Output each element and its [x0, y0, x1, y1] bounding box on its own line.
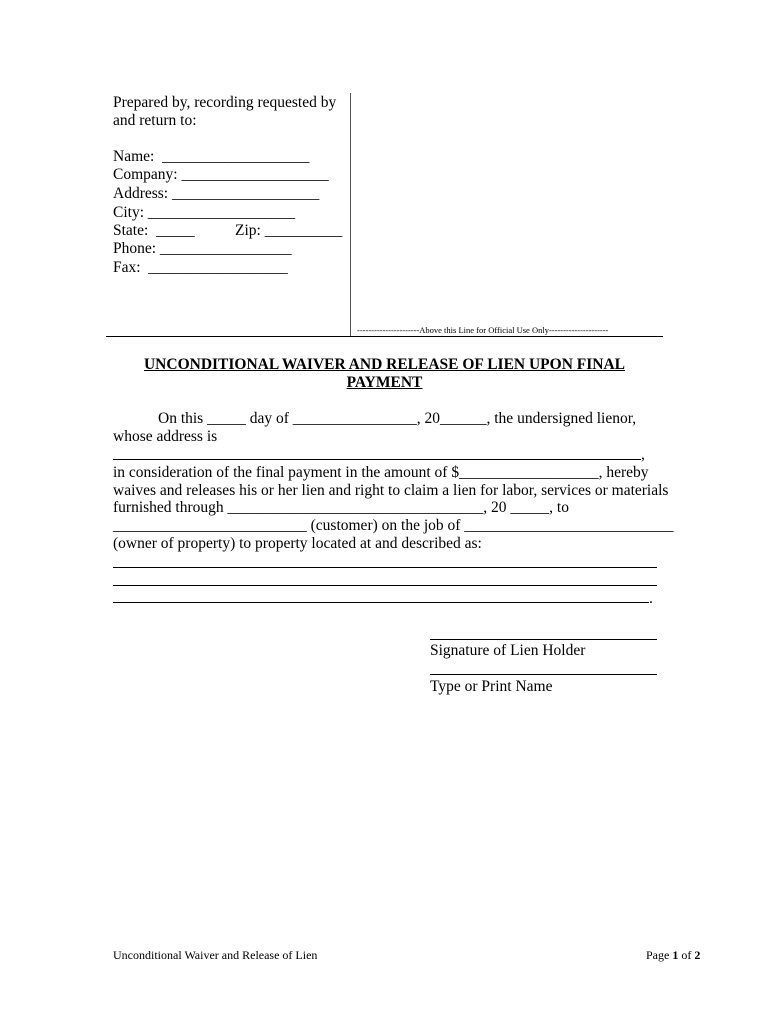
page-total: 2: [694, 948, 701, 962]
description-line-2: [113, 585, 657, 586]
body-line-7: _________________________ (customer) on the job of ___________________________: [113, 517, 674, 534]
name-field: Name: ___________________: [113, 148, 310, 165]
body-line-1: On this _____ day of ________________, 20______, the undersigned lienor,: [158, 410, 637, 427]
footer-document-title: Unconditional Waiver and Release of Lien: [113, 948, 318, 962]
address-line-comma: ,: [641, 446, 645, 463]
page-prefix: Page: [646, 948, 673, 962]
official-use-label: ----------------------Above this Line for Official Use Only---------------------: [357, 325, 609, 335]
body-line-6: furnished through _________________________________, 20 _____, to: [113, 499, 569, 516]
body-line-8: (owner of property) to property located at and described as:: [113, 535, 482, 552]
company-field: Company: ___________________: [113, 166, 329, 183]
city-field: City: ___________________: [113, 204, 296, 221]
state-field: State: _____: [113, 222, 195, 239]
body-line-5: waives and releases his or her lien and right to claim a lien for labor, services or materials: [113, 482, 669, 499]
address-blank-line: [113, 459, 641, 460]
description-end-period: .: [649, 590, 653, 607]
signature-line: [430, 639, 657, 640]
footer-page-number: [646, 948, 700, 962]
body-line-4: in consideration of the final payment in the amount of $__________________, hereby: [113, 464, 649, 481]
description-line-1: [113, 567, 657, 568]
page-current: 1: [672, 948, 679, 962]
phone-field: Phone: _________________: [113, 240, 292, 257]
description-line-3: [113, 602, 649, 603]
address-field: Address: ___________________: [113, 185, 320, 202]
header-divider-vertical: [350, 93, 351, 336]
print-name-line: [430, 674, 657, 675]
page-of: of: [678, 948, 695, 962]
official-use-line: [106, 336, 663, 337]
prepared-by-line2: and return to:: [113, 112, 197, 129]
document-title-line2: PAYMENT: [346, 374, 423, 391]
document-title-line1: UNCONDITIONAL WAIVER AND RELEASE OF LIEN UPON FINAL: [143, 356, 625, 373]
zip-field: Zip: __________: [235, 222, 343, 239]
prepared-by-line1: Prepared by, recording requested by: [113, 94, 337, 111]
signature-holder-label: Signature of Lien Holder: [430, 642, 586, 659]
print-name-label: Type or Print Name: [430, 678, 553, 695]
fax-field: Fax: __________________: [113, 259, 288, 276]
body-line-2: whose address is: [113, 428, 218, 445]
